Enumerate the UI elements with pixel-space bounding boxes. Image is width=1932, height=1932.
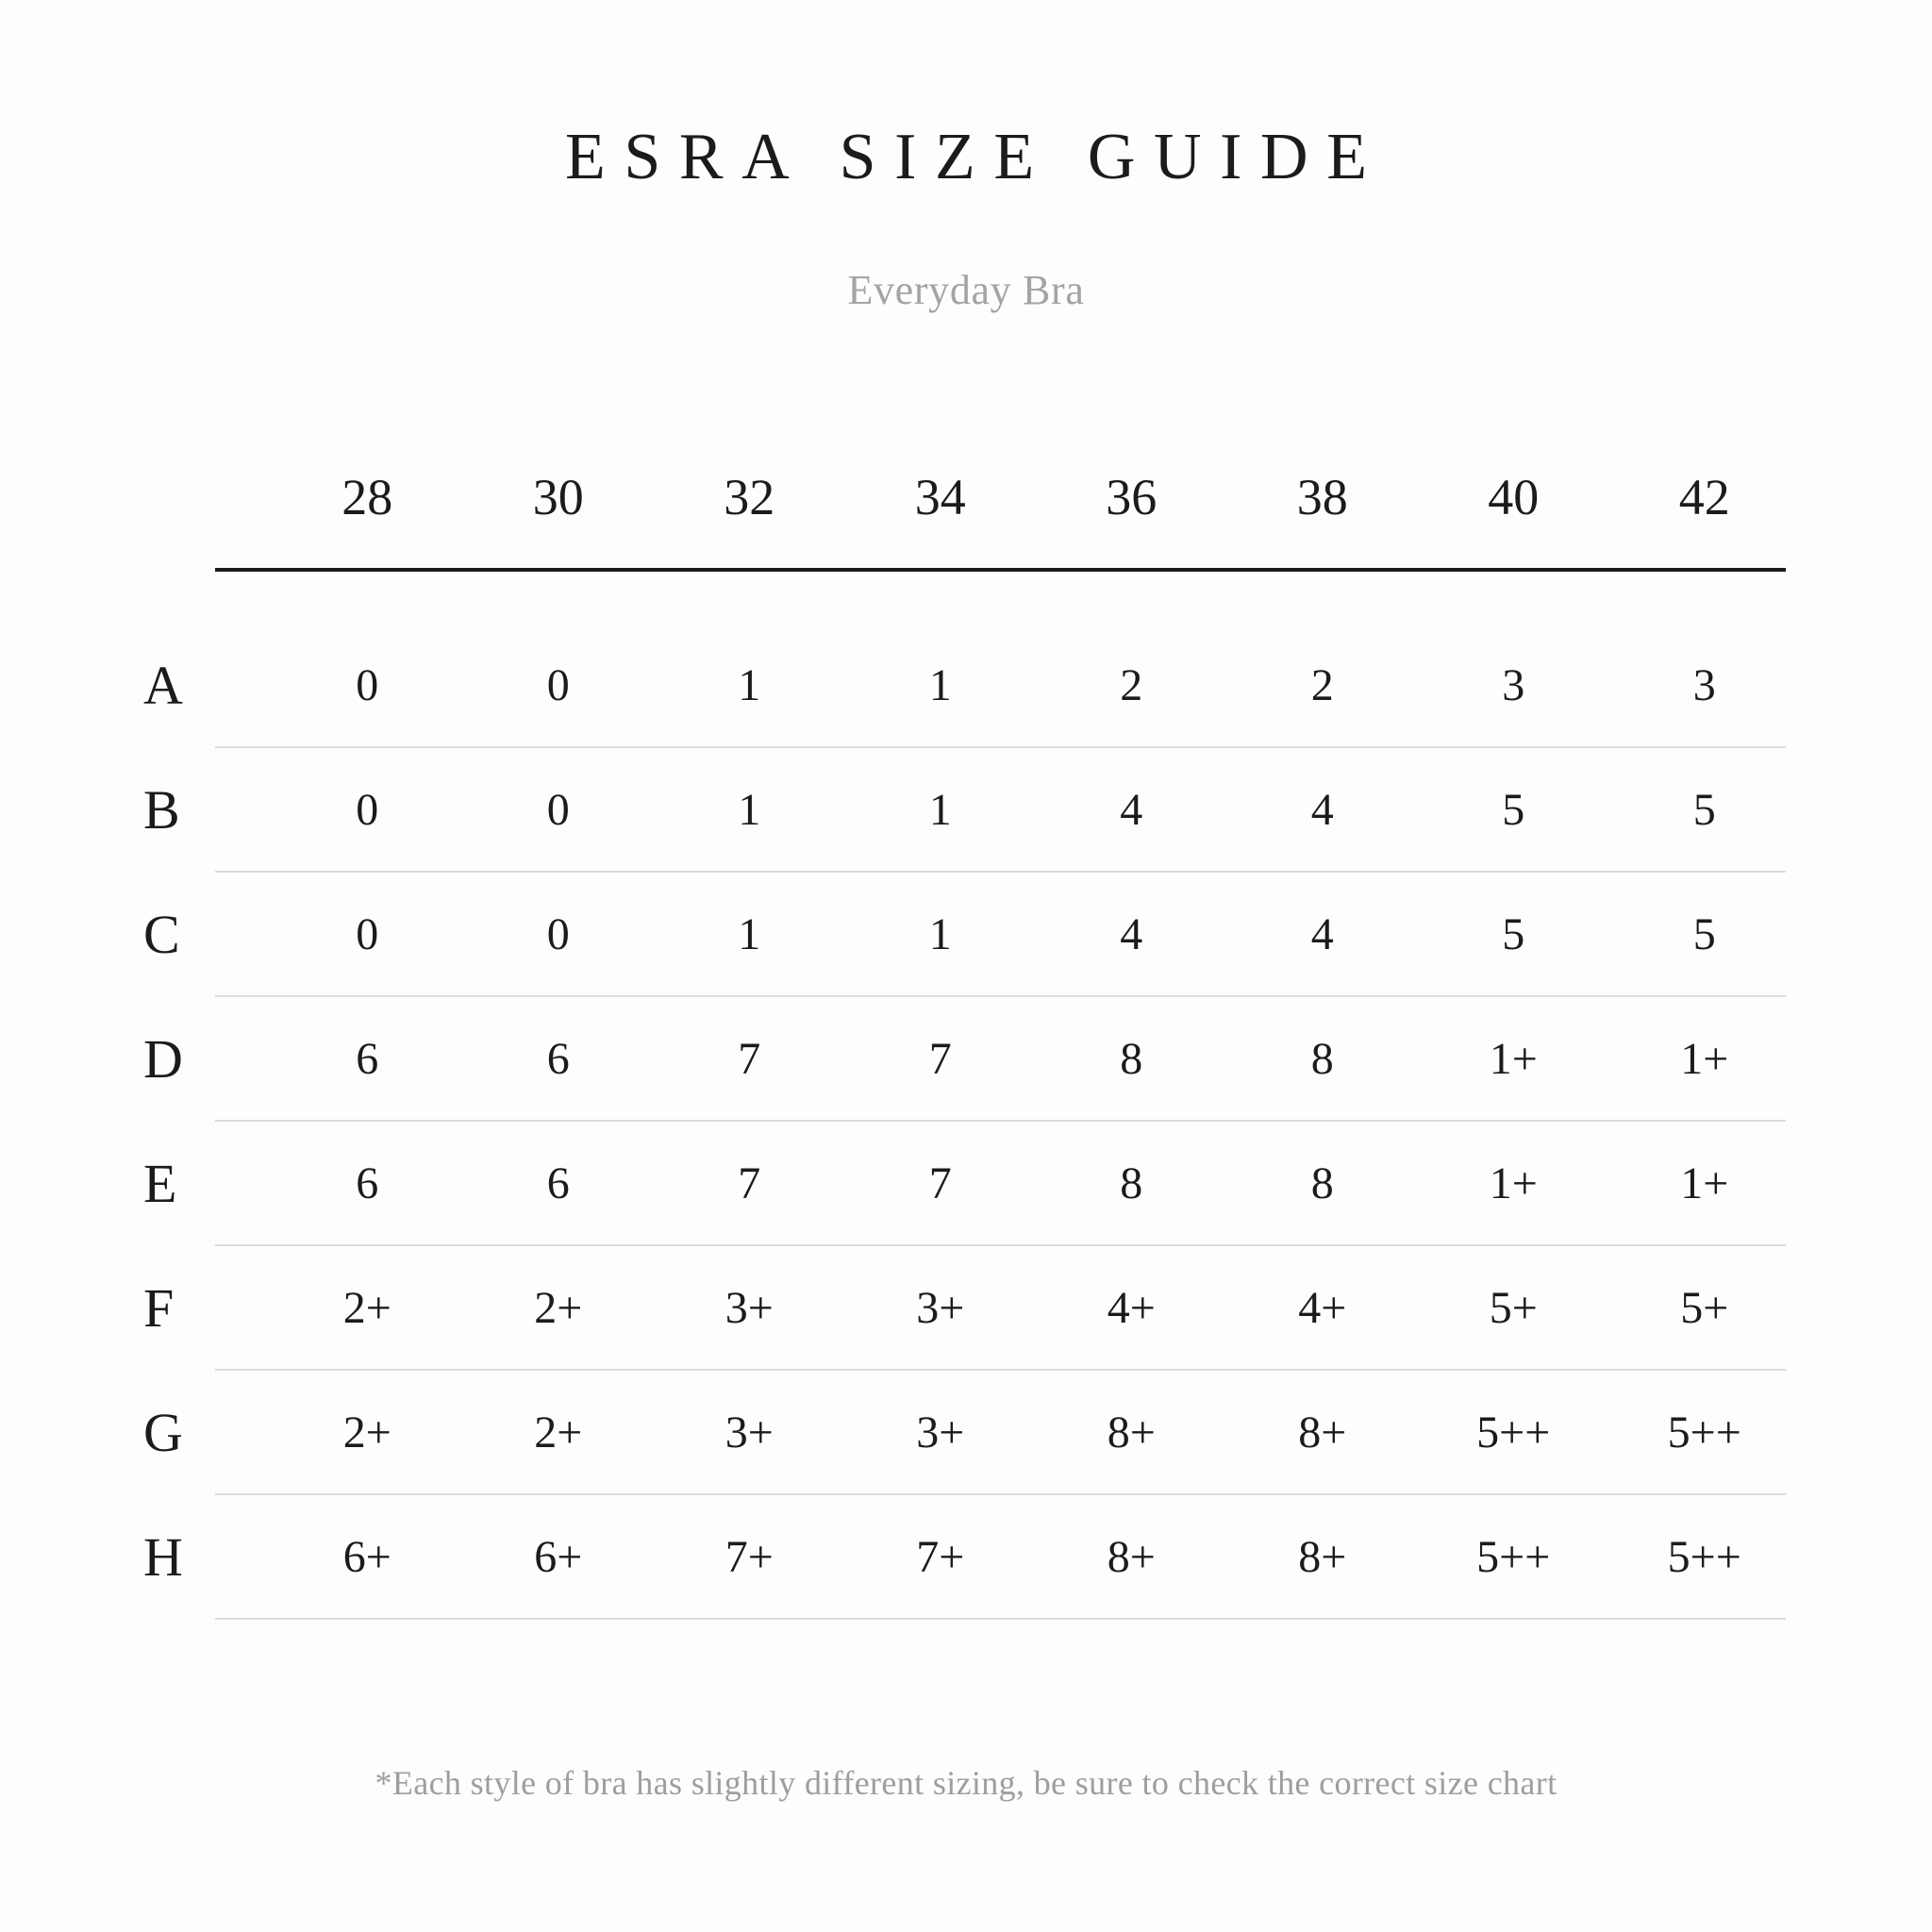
size-cell: 5++ bbox=[1667, 1407, 1741, 1457]
size-cell: 6+ bbox=[534, 1532, 583, 1582]
size-cell: 4 bbox=[1120, 785, 1143, 835]
size-cell: 8+ bbox=[1107, 1407, 1156, 1457]
size-cell: 7 bbox=[738, 1034, 761, 1084]
size-cell: 5 bbox=[1692, 909, 1716, 959]
size-cell: 8 bbox=[1120, 1158, 1143, 1208]
band-size-header: 42 bbox=[1678, 469, 1730, 525]
band-size-header: 28 bbox=[341, 469, 393, 525]
size-cell: 4+ bbox=[1298, 1283, 1347, 1333]
size-cell: 0 bbox=[546, 909, 570, 959]
size-cell: 4 bbox=[1310, 909, 1334, 959]
band-size-header: 40 bbox=[1488, 469, 1540, 525]
size-cell: 1+ bbox=[1680, 1158, 1729, 1208]
size-cell: 2 bbox=[1310, 660, 1334, 710]
size-cell: 1 bbox=[738, 909, 761, 959]
size-cell: 8 bbox=[1310, 1034, 1334, 1084]
size-cell: 5+ bbox=[1489, 1283, 1538, 1333]
table-row bbox=[132, 1371, 1800, 1495]
size-table-rows bbox=[132, 624, 1800, 1620]
size-cell: 2+ bbox=[342, 1283, 391, 1333]
size-cell: 6 bbox=[546, 1034, 570, 1084]
size-cell: 0 bbox=[546, 660, 570, 710]
band-size-header-row bbox=[132, 469, 1800, 525]
size-cell: 3+ bbox=[916, 1407, 965, 1457]
size-cell: 3+ bbox=[724, 1283, 774, 1333]
size-cell: 5 bbox=[1502, 909, 1525, 959]
table-row bbox=[132, 1495, 1800, 1620]
size-cell: 4 bbox=[1120, 909, 1143, 959]
table-row bbox=[132, 748, 1800, 873]
table-row bbox=[132, 873, 1800, 997]
cup-size-label: D bbox=[143, 1028, 183, 1090]
band-size-header: 34 bbox=[914, 469, 966, 525]
band-size-header: 30 bbox=[532, 469, 584, 525]
size-cell: 5 bbox=[1692, 785, 1716, 835]
size-cell: 2+ bbox=[534, 1283, 583, 1333]
size-cell: 7 bbox=[928, 1034, 952, 1084]
cup-size-label: A bbox=[143, 655, 183, 716]
header-divider bbox=[215, 568, 1786, 572]
size-cell: 6 bbox=[356, 1158, 379, 1208]
size-cell: 0 bbox=[356, 909, 379, 959]
band-size-header: 32 bbox=[724, 469, 775, 525]
size-cell: 1+ bbox=[1489, 1034, 1538, 1084]
cup-size-label: C bbox=[143, 904, 180, 965]
style-subtitle: Everyday Bra bbox=[847, 267, 1085, 313]
cup-size-label: F bbox=[143, 1277, 175, 1339]
sizing-footnote: *Each style of bra has slightly different sizing, be sure to check the correct size chart bbox=[375, 1764, 1557, 1802]
table-row bbox=[132, 624, 1800, 748]
cup-size-label: H bbox=[143, 1526, 183, 1588]
size-cell: 5 bbox=[1502, 785, 1525, 835]
band-size-header: 36 bbox=[1106, 469, 1158, 525]
cup-size-label: E bbox=[143, 1153, 177, 1214]
size-cell: 8 bbox=[1310, 1158, 1334, 1208]
size-cell: 0 bbox=[356, 785, 379, 835]
size-cell: 3 bbox=[1502, 660, 1525, 710]
size-cell: 0 bbox=[356, 660, 379, 710]
size-cell: 7+ bbox=[724, 1532, 774, 1582]
size-cell: 4 bbox=[1310, 785, 1334, 835]
size-cell: 1 bbox=[928, 909, 952, 959]
size-cell: 1 bbox=[928, 660, 952, 710]
table-row bbox=[132, 997, 1800, 1122]
size-cell: 5++ bbox=[1667, 1532, 1741, 1582]
size-cell: 5+ bbox=[1680, 1283, 1729, 1333]
cup-size-label: B bbox=[143, 779, 180, 841]
size-cell: 8+ bbox=[1298, 1532, 1347, 1582]
size-cell: 5++ bbox=[1476, 1532, 1551, 1582]
size-cell: 7 bbox=[928, 1158, 952, 1208]
size-cell: 2+ bbox=[342, 1407, 391, 1457]
size-cell: 8 bbox=[1120, 1034, 1143, 1084]
size-cell: 3+ bbox=[916, 1283, 965, 1333]
size-cell: 2 bbox=[1120, 660, 1143, 710]
size-cell: 4+ bbox=[1107, 1283, 1156, 1333]
page-title: ESRA SIZE GUIDE bbox=[565, 121, 1386, 193]
cup-size-label: G bbox=[143, 1402, 183, 1463]
size-cell: 1+ bbox=[1489, 1158, 1538, 1208]
size-cell: 7 bbox=[738, 1158, 761, 1208]
size-cell: 6 bbox=[546, 1158, 570, 1208]
size-cell: 5++ bbox=[1476, 1407, 1551, 1457]
band-size-header: 38 bbox=[1296, 469, 1348, 525]
size-cell: 6 bbox=[356, 1034, 379, 1084]
table-row bbox=[132, 1246, 1800, 1371]
size-cell: 8+ bbox=[1298, 1407, 1347, 1457]
size-cell: 0 bbox=[546, 785, 570, 835]
size-cell: 1 bbox=[928, 785, 952, 835]
size-cell: 6+ bbox=[342, 1532, 391, 1582]
table-row bbox=[132, 1122, 1800, 1246]
size-cell: 1+ bbox=[1680, 1034, 1729, 1084]
size-cell: 1 bbox=[738, 785, 761, 835]
size-table bbox=[132, 469, 1800, 1620]
size-cell: 3 bbox=[1692, 660, 1716, 710]
size-cell: 2+ bbox=[534, 1407, 583, 1457]
size-cell: 8+ bbox=[1107, 1532, 1156, 1582]
size-cell: 3+ bbox=[724, 1407, 774, 1457]
size-cell: 1 bbox=[738, 660, 761, 710]
size-cell: 7+ bbox=[916, 1532, 965, 1582]
